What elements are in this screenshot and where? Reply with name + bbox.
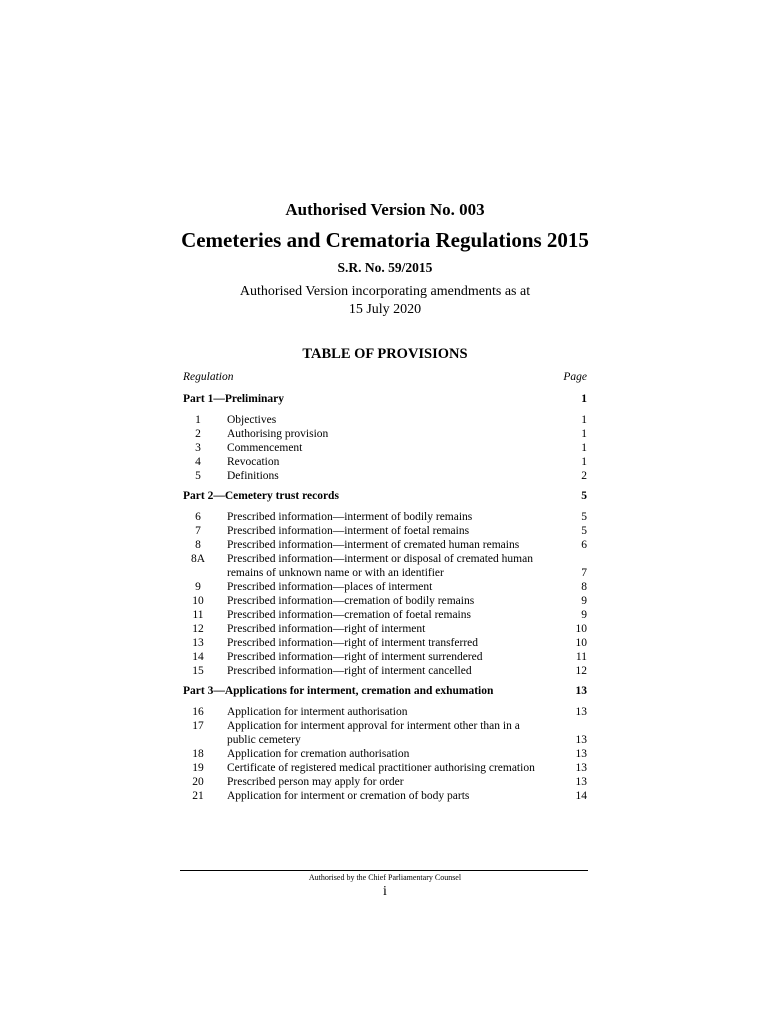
toc-entry-number: 11 [192,609,204,621]
toc-entry-title: Application for interment authorisation [227,706,408,718]
toc-part-page: 1 [581,393,587,405]
toc-entry[interactable] [183,538,587,552]
toc-column-regulation: Regulation [183,371,234,383]
toc-entry-page: 14 [575,790,587,802]
toc-entry-number: 5 [195,470,201,482]
toc-entry-title: Commencement [227,442,303,454]
toc-entry-title: Application for cremation authorisation [227,748,410,760]
toc-entry-page: 11 [575,651,587,663]
toc-entry[interactable] [183,469,587,483]
toc-entry-number: 8 [195,539,201,551]
toc-entry[interactable] [183,455,587,469]
toc-entry-number: 21 [192,790,204,802]
toc-entry-page: 9 [581,595,587,607]
toc-entry-title: Prescribed information—interment of bodily remains [227,511,473,523]
toc-entry-title: Prescribed information—cremation of foetal remains [227,609,471,621]
amendment-note-date: 15 July 2020 [348,302,422,317]
toc-entry-number: 18 [192,748,204,760]
toc-entry[interactable] [183,705,587,719]
toc-entry-page: 10 [575,623,587,635]
toc-entry[interactable] [183,719,587,747]
toc-part-heading[interactable] [183,684,587,698]
toc-entry-page: 1 [581,428,587,440]
toc-part-heading[interactable] [183,392,587,406]
toc-part-title: Part 1—Preliminary [183,393,285,405]
toc-entry-number: 14 [192,651,204,663]
toc-column-page: Page [563,371,587,383]
toc-entry-title: Prescribed information—places of interment [227,581,433,593]
toc-entry-title: Prescribed information—right of interment [227,623,426,635]
toc-entry-number: 4 [195,456,201,468]
toc-entry[interactable] [183,789,587,803]
toc-part-page: 5 [581,490,587,502]
toc-entry-number: 13 [192,637,204,649]
toc-entry[interactable] [183,775,587,789]
toc-entry-page: 13 [575,762,587,774]
toc-entry[interactable] [183,441,587,455]
toc-entry-number: 3 [195,442,201,454]
toc-entry-page: 13 [575,734,587,746]
toc-entry-page: 10 [575,637,587,649]
toc-entry-page: 13 [575,748,587,760]
toc-part-entries [183,413,587,483]
page-number: i [383,884,387,899]
toc-entry[interactable] [183,510,587,524]
toc-entry-title: Prescribed information—cremation of bodily remains [227,595,475,607]
toc-entry[interactable] [183,524,587,538]
amendment-note [0,283,770,319]
footer-divider [180,870,588,871]
toc-entry-number: 12 [192,623,204,635]
toc-entry[interactable] [183,608,587,622]
toc-entry[interactable] [183,650,587,664]
toc-entry-number: 1 [195,414,201,426]
toc-entry-page: 8 [581,581,587,593]
toc-entry-title: Prescribed information—interment of foetal remains [227,525,470,537]
toc-entry-number: 8A [190,553,206,565]
toc-entry-number: 7 [195,525,201,537]
version-heading: Authorised Version No. 003 [285,200,485,219]
toc-entry-page: 1 [581,456,587,468]
toc-entry-page: 7 [581,567,587,579]
toc-entry-number: 10 [192,595,204,607]
toc-entry-title: Prescribed information—right of interment cancelled [227,665,472,677]
toc-title: TABLE OF PROVISIONS [302,346,468,362]
toc-entry[interactable] [183,761,587,775]
toc-entry-number: 20 [192,776,204,788]
toc-entry-title: Objectives [227,414,277,426]
toc-entry-number: 15 [192,665,204,677]
toc-entry[interactable] [183,664,587,678]
toc-entry-number: 16 [192,706,204,718]
table-of-provisions [183,392,587,809]
toc-entry-page: 1 [581,414,587,426]
toc-part-heading[interactable] [183,489,587,503]
toc-entry-number: 19 [192,762,204,774]
toc-part-page: 13 [575,685,587,697]
toc-entry-page: 13 [575,706,587,718]
toc-entry-page: 6 [581,539,587,551]
toc-entry-page: 9 [581,609,587,621]
toc-entry[interactable] [183,427,587,441]
toc-entry-page: 1 [581,442,587,454]
toc-entry[interactable] [183,636,587,650]
toc-entry-title: Application for interment approval for interment other than in a public cemetery [227,720,520,746]
toc-entry-number: 17 [192,720,204,732]
toc-entry-title: Prescribed information—right of interment surrendered [227,651,483,663]
toc-entry-title: Definitions [227,470,279,482]
toc-entry[interactable] [183,552,587,580]
toc-entry-title: Prescribed information—interment of cremated human remains [227,539,520,551]
toc-entry-page: 12 [575,665,587,677]
toc-entry[interactable] [183,580,587,594]
toc-entry-number: 2 [195,428,201,440]
toc-entry-title: Certificate of registered medical practitioner authorising cremation [227,762,535,774]
toc-entry-title: Authorising provision [227,428,329,440]
toc-entry-page: 13 [575,776,587,788]
toc-entry-number: 6 [195,511,201,523]
toc-entry-page: 2 [581,470,587,482]
toc-entry-title: Prescribed person may apply for order [227,776,404,788]
document-title: Cemeteries and Crematoria Regulations 2015 [181,228,589,252]
toc-entry-title: Revocation [227,456,280,468]
toc-entry[interactable] [183,413,587,427]
toc-entry-number: 9 [195,581,201,593]
toc-entry-title: Application for interment or cremation of body parts [227,790,470,802]
toc-entry[interactable] [183,594,587,608]
toc-entry[interactable] [183,747,587,761]
toc-entry-title: Prescribed information—interment or disposal of cremated human remains of unknown name or with an identifier [227,553,533,579]
statutory-rule-number: S.R. No. 59/2015 [337,260,433,275]
toc-part-title: Part 3—Applications for interment, cremation and exhumation [183,685,494,697]
toc-part-entries [183,705,587,803]
toc-entry-page: 5 [581,511,587,523]
toc-entry[interactable] [183,622,587,636]
footer-text: Authorised by the Chief Parliamentary Counsel [308,873,462,882]
amendment-note-line-1: Authorised Version incorporating amendments as at [239,284,531,299]
toc-entry-page: 5 [581,525,587,537]
toc-part-title: Part 2—Cemetery trust records [183,490,339,502]
toc-entry-title: Prescribed information—right of interment transferred [227,637,479,649]
toc-part-entries [183,510,587,678]
